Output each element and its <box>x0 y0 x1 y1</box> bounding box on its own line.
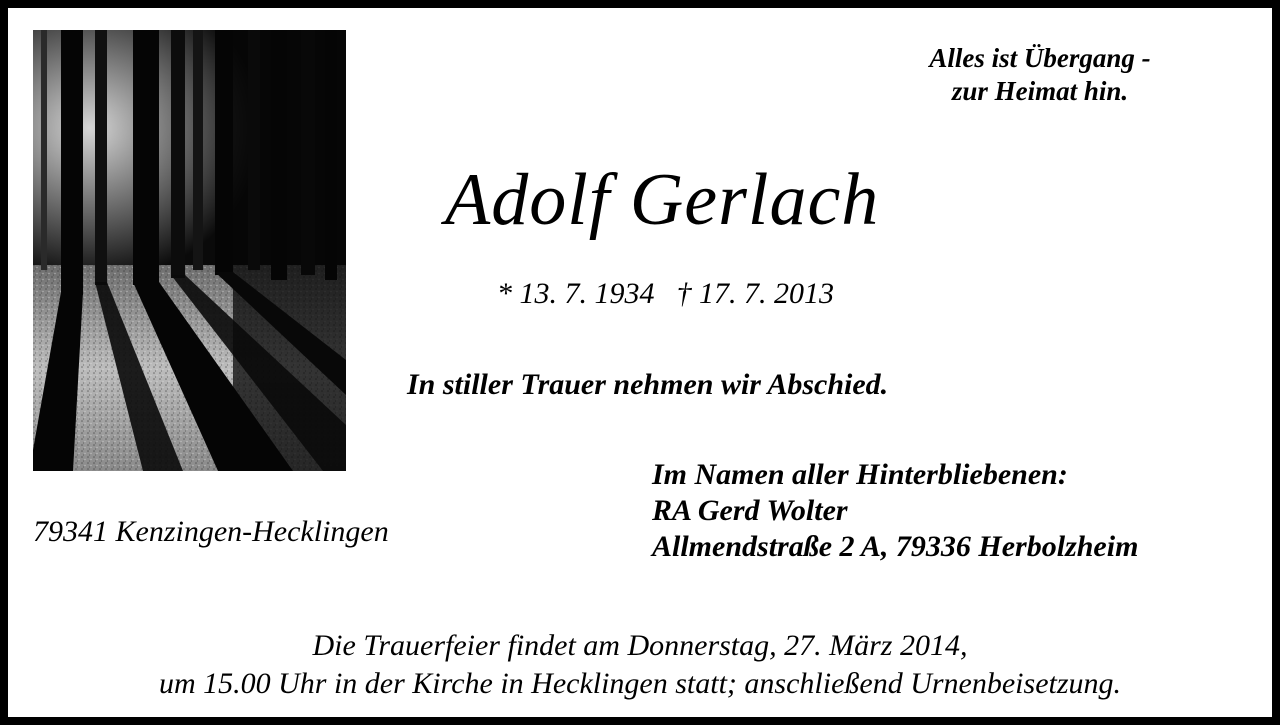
ceremony-line-1: Die Trauerfeier findet am Donnerstag, 27. März 2014, <box>312 629 968 662</box>
farewell-text: In stiller Trauer nehmen wir Abschied. <box>407 368 889 401</box>
family-line-3: Allmendstraße 2 A, 79336 Herbolzheim <box>652 530 1139 563</box>
forest-photo <box>33 30 346 471</box>
residence-text: 79341 Kenzingen-Hecklingen <box>33 515 389 548</box>
death-date: † 17. 7. 2013 <box>676 277 834 310</box>
ceremony-notice <box>30 627 1250 703</box>
motto-line-1: Alles ist Übergang - <box>929 43 1151 73</box>
ceremony-line-2: um 15.00 Uhr in der Kirche in Hecklingen statt; anschließend Urnenbeisetzung. <box>158 667 1122 700</box>
family-block <box>652 457 1138 565</box>
motto-line-2: zur Heimat hin. <box>951 76 1129 106</box>
family-line-2: RA Gerd Wolter <box>652 494 848 527</box>
deceased-name: Adolf Gerlach <box>445 159 880 241</box>
family-line-1: Im Namen aller Hinterbliebenen: <box>652 458 1068 491</box>
life-dates <box>497 275 834 313</box>
motto <box>870 42 1210 108</box>
birth-date: * 13. 7. 1934 <box>497 277 655 310</box>
